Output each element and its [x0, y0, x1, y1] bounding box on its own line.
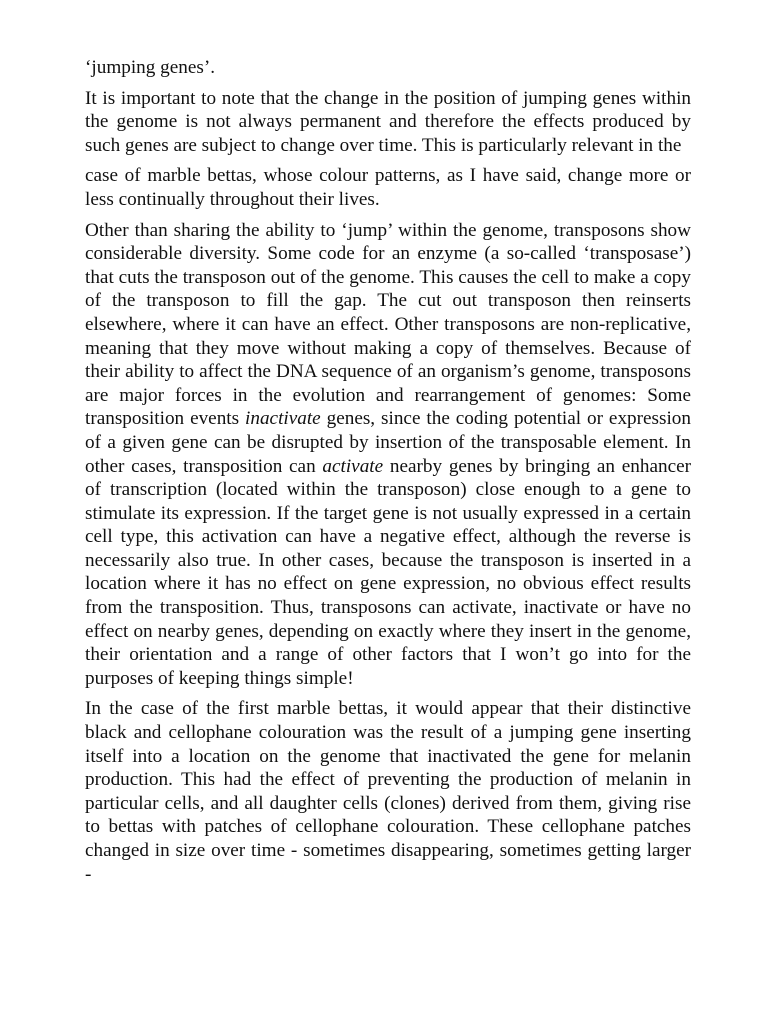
paragraph-3: [85, 164, 691, 211]
paragraph-5: [85, 697, 691, 886]
paragraph-4-text-part-1: Other than sharing the ability to ‘jump’ within the genome, transposons show considerable diversity. Some code for an enzyme (a so-called ‘transposase’) that cuts the transposon out of the genome. This causes the cell to make a copy of the transposon to fill the gap. The cut out transposon then reinserts elsewhere, where it can have an effect. Other transposons are non-replicative, meaning that they move without making a copy of themselves. Because of their ability to affect the DNA sequence of an organism’s genome, transposons are major forces in the evolution and rearrangement of genomes: Some transposition events: [85, 219, 691, 430]
paragraph-4-text-part-3: nearby genes by bringing an enhancer of transcription (located within the transposon) close enough to a gene to stimulate its expression. If the target gene is not usually expressed in a certain cell type, this activation can have a negative effect, although the reverse is necessarily also true. In other cases, because the transposon is inserted in a location where it has no effect on gene expression, no obvious effect results from the transposition. Thus, transposons can activate, inactivate or have no effect on nearby genes, depending on exactly where they insert in the genome, their orientation and a range of other factors that I won’t go into for the purposes of keeping things simple!: [85, 455, 691, 689]
paragraph-2-text: It is important to note that the change in the position of jumping genes within the genome is not always permanent and therefore the effects produced by such genes are subject to change over time. This is particularly relevant in the: [85, 87, 691, 156]
paragraph-3-text: case of marble bettas, whose colour patterns, as I have said, change more or less continually throughout their lives.: [85, 165, 691, 210]
paragraph-4-italic-activate: activate: [322, 455, 384, 477]
paragraph-5-text: In the case of the first marble bettas, it would appear that their distinctive black and cellophane colouration was the result of a jumping gene inserting itself into a location on the genome that inactivated the gene for melanin production. This had the effect of preventing the production of melanin in particular cells, and all daughter cells (clones) derived from them, giving rise to bettas with patches of cellophane colouration. These cellophane patches changed in size over time - sometimes disappearing, sometimes getting larger -: [85, 698, 691, 885]
paragraph-4-text-part-2: genes, since the coding potential or expression of a given gene can be disrupted by insertion of the transposable element. In other cases, transposition can: [85, 408, 691, 477]
paragraph-4: [85, 219, 691, 691]
paragraph-4-italic-inactivate: inactivate: [245, 408, 321, 430]
paragraph-1: [85, 56, 691, 80]
document-page: [85, 56, 691, 893]
paragraph-2: [85, 87, 691, 158]
paragraph-1-text: ‘jumping genes’.: [85, 57, 216, 78]
